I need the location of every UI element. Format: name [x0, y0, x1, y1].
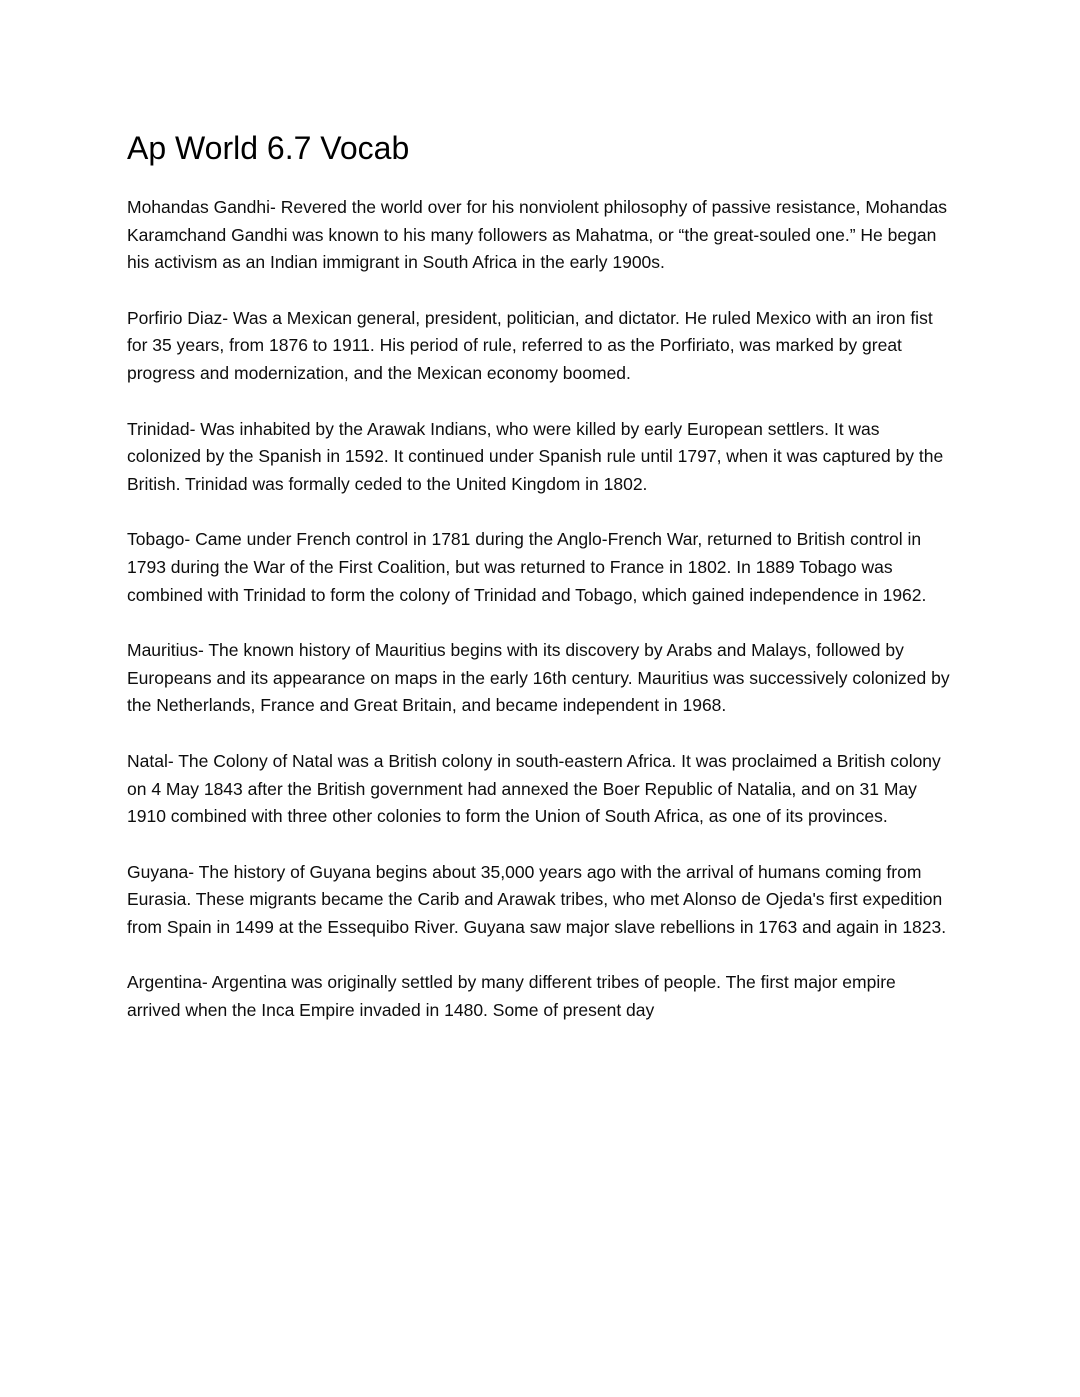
paragraph-tobago: Tobago- Came under French control in 1781 during the Anglo-French War, returned to British control in 1793 during the War of the First Coalition, but was returned to France in 1802. In 1889 Tobago was combined with Trinidad to form the colony of Trinidad and Tobago, which gained independence in 1962. [127, 529, 927, 605]
paragraph-argentina: Argentina- Argentina was originally settled by many different tribes of people. The first major empire arrived when the Inca Empire invaded in 1480. Some of present day [127, 972, 896, 1021]
paragraph-natal: Natal- The Colony of Natal was a British colony in south-eastern Africa. It was proclaimed a British colony on 4 May 1843 after the British government had annexed the Boer Republic of Natalia, and on 31 May 1910 combined with three other colonies to form the Union of South Africa, as one of its provinces. [127, 750, 941, 827]
paragraph-porfirio-diaz: Porfirio Diaz- Was a Mexican general, president, politician, and dictator. He ruled Mexico with an iron fist for 35 years, from 1876 to 1911. His period of rule, referred to as the Porfiriato, was marked by great progress and modernization, and the Mexican economy boomed. [127, 307, 933, 383]
paragraph-trinidad: Trinidad- Was inhabited by the Arawak Indians, who were killed by early European settlers. It was colonized by the Spanish in 1592. It continued under Spanish rule until 1797, when it was captured by the British. Trinidad was formally ceded to the United Kingdom in 1802. [127, 418, 944, 494]
document-title: Ap World 6.7 Vocab [127, 130, 410, 166]
paragraph-guyana: Guyana- The history of Guyana begins about 35,000 years ago with the arrival of humans coming from Eurasia. These migrants became the Carib and Arawak tribes, who met Alonso de Ojeda's first expedition from Spain in 1499 at the Essequibo River. Guyana saw major slave rebellions in 1763 and again in 1823. [127, 861, 947, 937]
paragraph-mauritius: Mauritius- The known history of Mauritius begins with its discovery by Arabs and Malays, followed by Europeans and its appearance on maps in the early 16th century. Mauritius was successively colonized by the Netherlands, France and Great Britain, and became independent in 1968. [127, 640, 950, 716]
paragraph-mohandas-gandhi: Mohandas Gandhi- Revered the world over for his nonviolent philosophy of passive resistance, Mohandas Karamchand Gandhi was known to his many followers as Mahatma, or “the great-souled one.” He began his activism as an Indian immigrant in South Africa in the early 1900s. [127, 197, 948, 273]
